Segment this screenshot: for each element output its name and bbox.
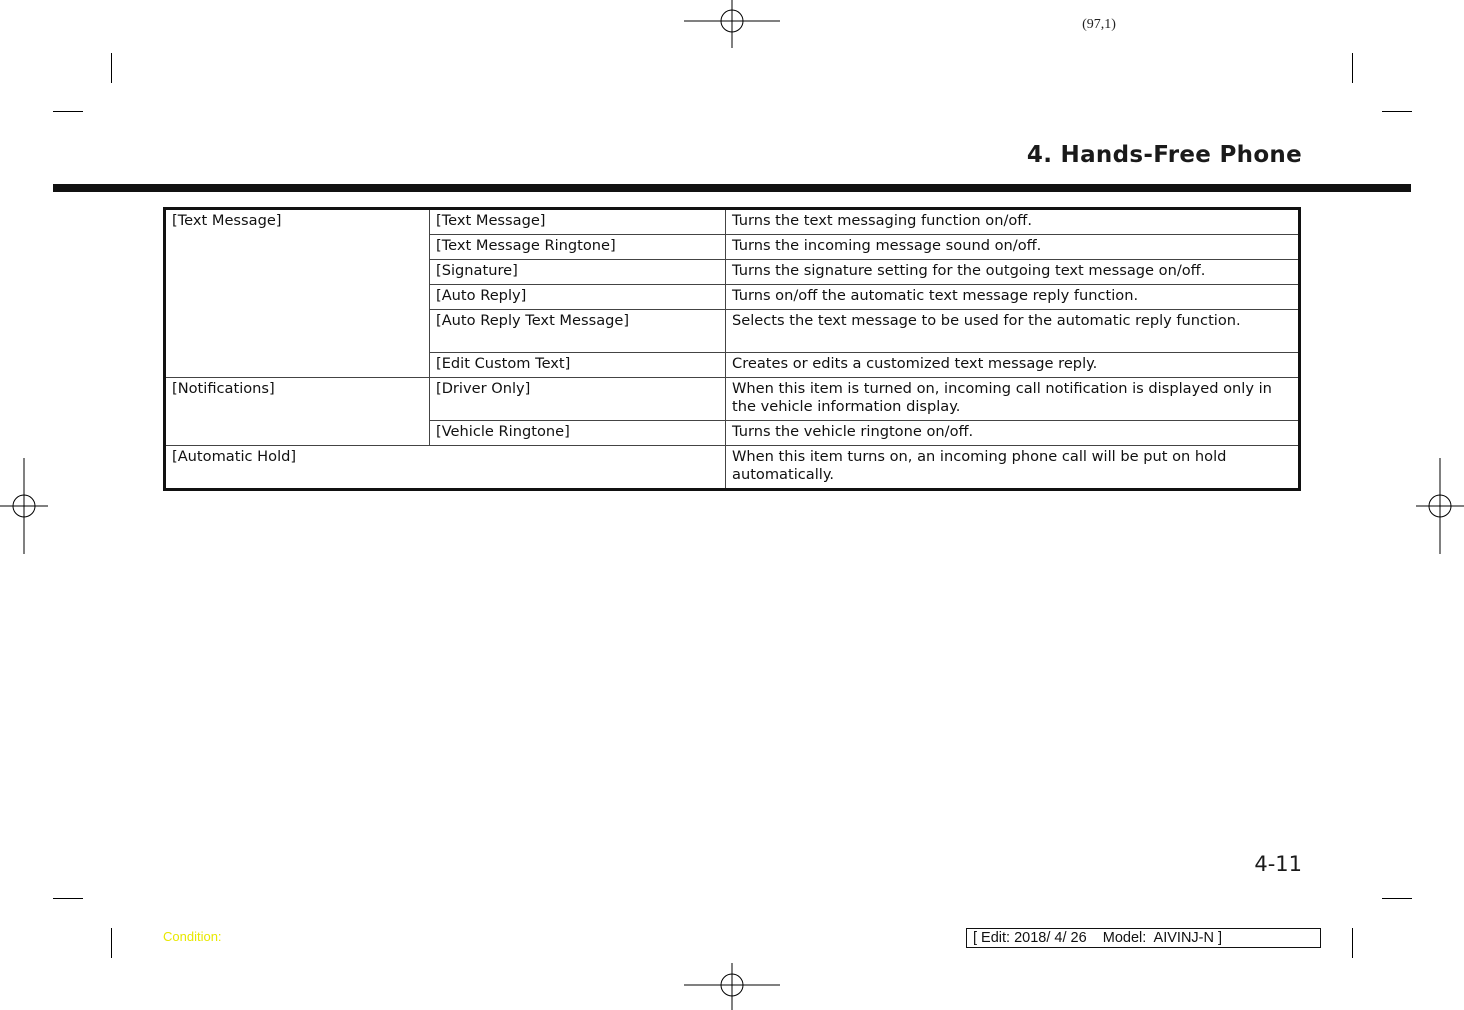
- table-cell-description: Selects the text message to be used for the automatic reply function.: [726, 310, 1300, 353]
- crop-mark-top-left-v: [111, 53, 112, 83]
- table-row: [165, 378, 1300, 421]
- table-cell-description: Creates or edits a customized text message reply.: [726, 353, 1300, 378]
- table-cell-description: Turns the text messaging function on/off.: [726, 209, 1300, 235]
- crop-mark-bottom-left-v: [111, 928, 112, 958]
- title-rule: [53, 184, 1411, 192]
- settings-table: [163, 207, 1301, 491]
- table-cell-item: [Auto Reply Text Message]: [430, 310, 726, 353]
- table-cell-item: [Edit Custom Text]: [430, 353, 726, 378]
- table-cell-item: [Text Message]: [430, 209, 726, 235]
- page-reference: (97,1): [1082, 17, 1116, 32]
- registration-mark-left: [0, 458, 48, 554]
- table-cell-description: Turns the incoming message sound on/off.: [726, 235, 1300, 260]
- table-row: [165, 446, 1300, 490]
- page-number: 4-11: [1254, 852, 1302, 876]
- table-cell-description: When this item is turned on, incoming call notification is displayed only in the vehicle information display.: [726, 378, 1300, 421]
- table-cell-description: Turns the signature setting for the outgoing text message on/off.: [726, 260, 1300, 285]
- section-title: 4. Hands-Free Phone: [1026, 142, 1302, 168]
- table-cell-description: Turns on/off the automatic text message reply function.: [726, 285, 1300, 310]
- crop-mark-bottom-left-h: [53, 898, 83, 899]
- table-cell-item: [Auto Reply]: [430, 285, 726, 310]
- table-cell-category: [Text Message]: [165, 209, 430, 378]
- crop-mark-bottom-right-h: [1382, 898, 1412, 899]
- table-cell-item: [Signature]: [430, 260, 726, 285]
- condition-label: Condition:: [163, 929, 222, 944]
- table-cell-item: [Vehicle Ringtone]: [430, 421, 726, 446]
- table-cell-description: Turns the vehicle ringtone on/off.: [726, 421, 1300, 446]
- edit-info-box: [ Edit: 2018/ 4/ 26 Model: AIVINJ-N ]: [966, 928, 1321, 948]
- crop-mark-bottom-right-v: [1352, 928, 1353, 958]
- table-cell-category: [Notifications]: [165, 378, 430, 446]
- registration-mark-right: [1416, 458, 1464, 554]
- registration-mark-bottom: [684, 963, 780, 1010]
- table-row: [165, 209, 1300, 235]
- table-cell-category: [Automatic Hold]: [165, 446, 726, 490]
- crop-mark-top-right-v: [1352, 53, 1353, 83]
- crop-mark-top-left-h: [53, 111, 83, 112]
- registration-mark-top: [684, 0, 780, 48]
- table-cell-description: When this item turns on, an incoming phone call will be put on hold automatically.: [726, 446, 1300, 490]
- table-cell-item: [Text Message Ringtone]: [430, 235, 726, 260]
- crop-mark-top-right-h: [1382, 111, 1412, 112]
- table-cell-item: [Driver Only]: [430, 378, 726, 421]
